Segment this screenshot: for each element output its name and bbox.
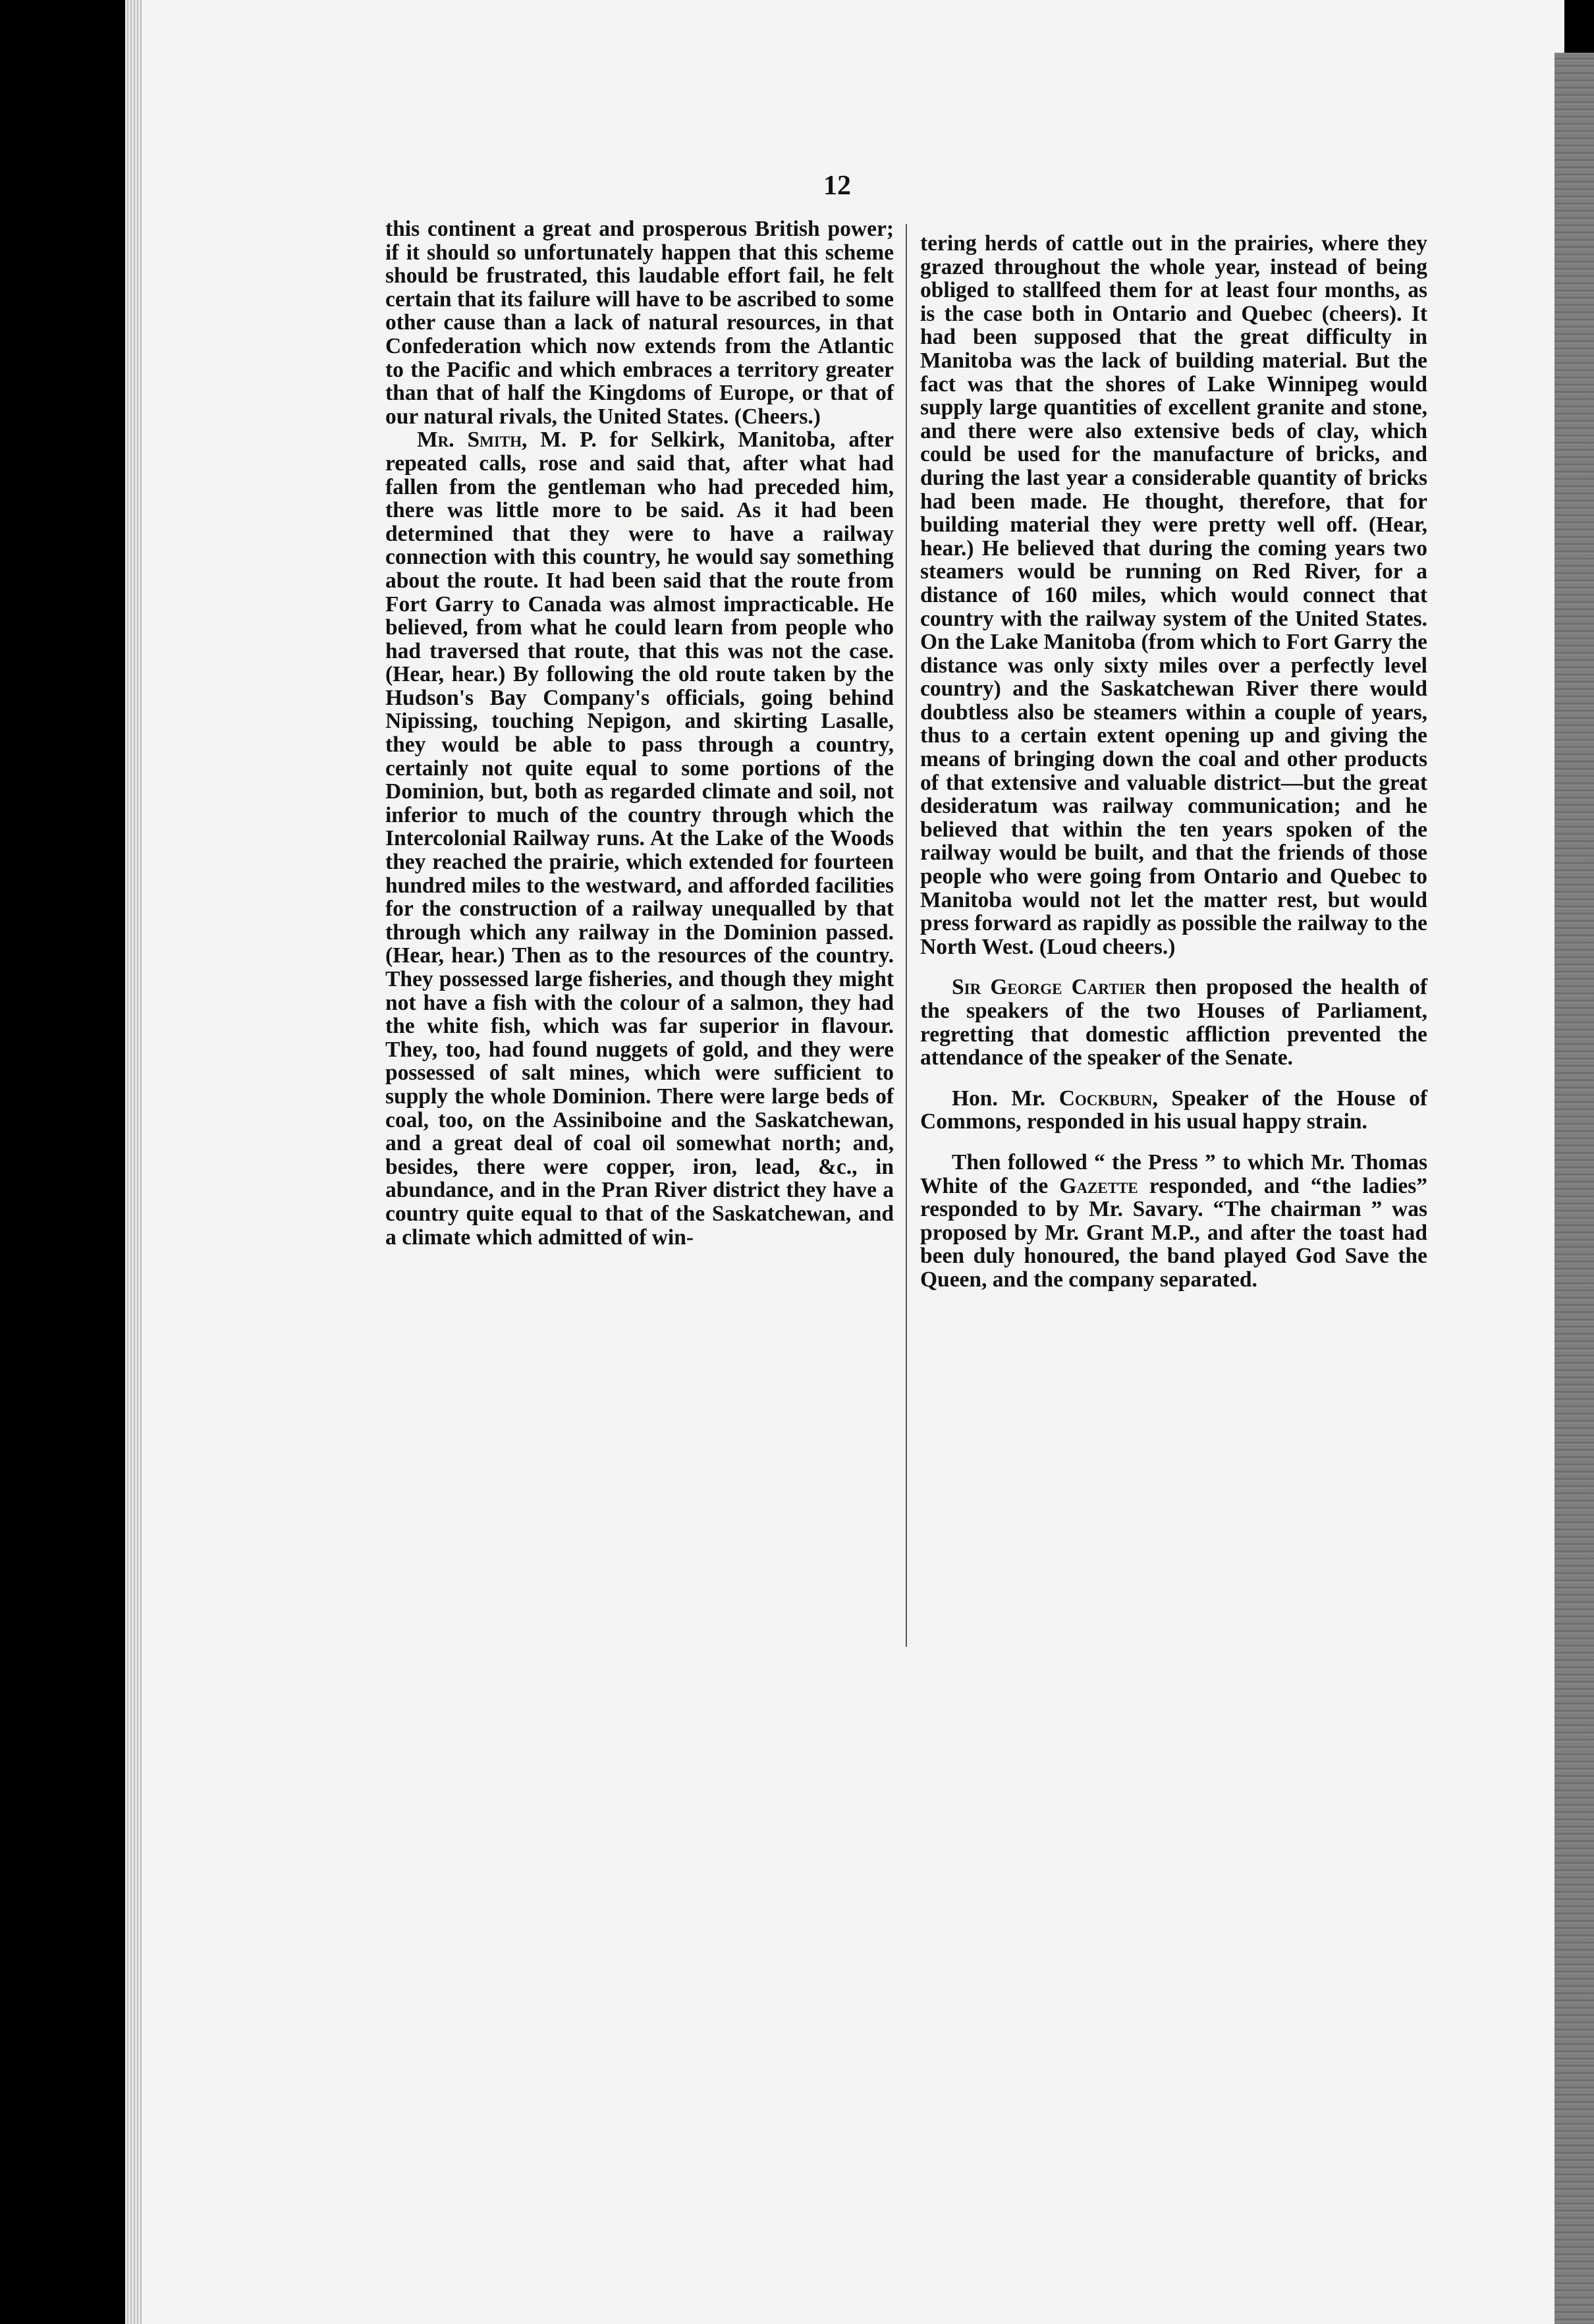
paragraph-prefix: Hon. Mr. — [952, 1086, 1059, 1111]
paragraph-continued: this continent a great and prosperous British power; if it should so unfortunately happen that this scheme should be frustrated, this laudable effort fail, he felt certain that its failure will have to be ascribed to some other cause than a lack of natural resources, in that Confederation which now extends from the Atlantic to the Pacific and which embraces a territory greater than that of half the Kingdoms of Europe, or that of our natural rivals, the United States. (Cheers.) — [385, 217, 894, 429]
paragraph-smith-speech — [385, 428, 894, 1249]
speaker-name: Sir George Cartier — [952, 975, 1146, 1000]
left-text-column — [385, 217, 894, 1249]
speaker-name: Mr. Smith, — [417, 428, 528, 453]
paragraph-text: then proposed the health of the speakers of the two Houses of Parliament, regretting that domestic affliction prevented the attendance of the speaker of the Senate. — [920, 975, 1427, 1070]
column-divider — [906, 224, 907, 1647]
paragraph-text: Then followed “ the Press ” to which Mr. Thomas White of the — [920, 1149, 1427, 1198]
page-number: 12 — [823, 171, 851, 201]
right-text-column — [920, 232, 1427, 1292]
adjacent-page-edge — [1554, 53, 1594, 2324]
paragraph-cockburn-response — [920, 1087, 1427, 1134]
paragraph-text: responded, and “the ladies” responded to by Mr. Savary. “The chairman ” was proposed by Mr. Grant M.P., and after the toast had been duly honoured, the band played God Save the Queen, and the company separated. — [920, 1173, 1427, 1292]
speaker-name: Cockburn, — [1058, 1086, 1158, 1111]
paragraph-cartier-toast — [920, 976, 1427, 1069]
paragraph-text: Speaker of the House of Commons, responded in his usual happy strain. — [920, 1086, 1427, 1134]
newspaper-name: Gazette — [1059, 1173, 1138, 1198]
paragraph-continued: tering herds of cattle out in the prairies, where they grazed throughout the whole year, instead of being obliged to stallfeed them for at least four months, as is the case both in Ontario and Quebec (cheers). It had been supposed that the great difficulty in Manitoba was the lack of building material. But the fact was that the shores of Lake Winnipeg would supply large quantities of excellent granite and stone, and there were also extensive beds of clay, which could be used for the manufacture of bricks, and during the last year a considerable quantity of bricks had been made. He thought, therefore, that for building material they were pretty well off. (Hear, hear.) He believed that during the coming years two steamers would be running on Red River, for a distance of 160 miles, which would connect that country with the railway system of the United States. On the Lake Manitoba (from which to Fort Garry the distance was only sixty miles over a perfectly level country) and the Saskatchewan River there would doubtless also be steamers within a couple of years, thus to a certain extent opening up and giving the means of bringing down the coal and other products of that extensive and valuable district—but the great desideratum was railway communication; and he believed that within the ten years spoken of the railway would be built, and that the friends of those people who were going from Ontario and Quebec to Manitoba would not let the matter rest, but would press forward as rapidly as possible the railway to the North West. (Loud cheers.) — [920, 231, 1427, 959]
paragraph-text: M. P. for Selkirk, Manitoba, after repeated calls, rose and said that, after what had fallen from the gentleman who had preceded him, there was little more to be said. As it had been determined that they were to have a railway connection with this country, he would say something about the route. It had been said that the route from Fort Garry to Canada was almost impracticable. He believed, from what he could learn from people who had traversed that route, that this was not the case. (Hear, hear.) By following the old route taken by the Hudson's Bay Company's officials, going behind Nipissing, touching Nepigon, and skirting Lasalle, they would be able to pass through a country, certainly not quite equal to some portions of the Dominion, but, both as regarded climate and soil, not inferior to much of the country through which the Intercolonial Railway runs. At the Lake of the Woods they reached the prairie, which extended for fourteen hundred miles to the westward, and afforded facilities for the construction of a railway unequalled by that through which any railway in the Dominion passed. (Hear, hear.) Then as to the resources of the country. They possessed large fisheries, and though they might not have a fish with the colour of a salmon, they had the white fish, which was far superior in flavour. They, too, had found nuggets of gold, and they were possessed of salt mines, which were sufficient to supply the whole Dominion. There were large beds of coal, too, on the Assiniboine and the Saskatchewan, and a great deal of coal oil somewhat north; and, besides, there were copper, iron, lead, &c., in abundance, and in the Pran River district they have a country quite equal to that of the Saskatchewan, and a climate which admitted of win- — [385, 428, 894, 1250]
paragraph-closing-toasts — [920, 1151, 1427, 1292]
